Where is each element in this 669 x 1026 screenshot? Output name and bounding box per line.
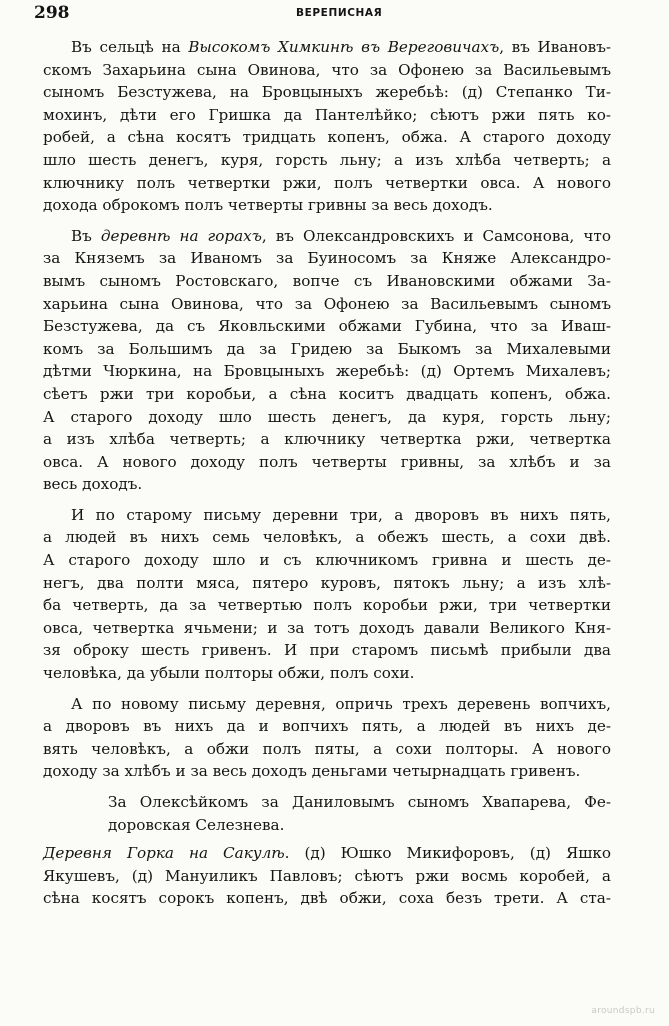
text-line — [43, 428, 611, 451]
text-run: овса. А нового доходу полъ четверты гривны, за хлѣбъ и за — [43, 452, 611, 471]
page-header — [34, 3, 634, 27]
text-line — [43, 172, 611, 195]
page-number: 298 — [34, 3, 70, 23]
text-run: весь доходъ. — [43, 475, 143, 494]
text-line — [43, 887, 611, 910]
text-run: А старого доходу шло шесть денегъ, да куря, горсть льну; — [43, 407, 611, 426]
paragraph — [43, 36, 611, 217]
text-line — [43, 526, 611, 549]
text-run: ключнику полъ четвертки ржи, полъ четвертки овса. А нового — [43, 173, 611, 192]
text-run: робей, а сѣна косятъ тридцать копенъ, обжа. А старого доходу — [43, 128, 611, 147]
text-line — [43, 842, 611, 865]
paragraph — [43, 504, 611, 685]
text-line — [43, 594, 611, 617]
text-run: , въ Ивановъ- — [499, 38, 611, 56]
text-run: Въ сельцѣ на — [71, 38, 189, 56]
owner-heading — [43, 791, 611, 836]
text-line — [43, 617, 611, 640]
text-line — [43, 715, 611, 738]
text-run: А по новому письму деревня, опричь трехъ деревень вопчихъ, — [71, 694, 611, 713]
text-line — [43, 814, 611, 837]
text-run: негъ, два полти мяса, пятеро куровъ, пятокъ льну; а изъ хлѣ- — [43, 573, 611, 592]
text-line — [43, 383, 611, 406]
text-run: сѣетъ ржи три коробьи, а сѣна коситъ двадцать копенъ, обжа. — [43, 384, 611, 403]
text-run: за Княземъ за Иваномъ за Буиносомъ за Княже Александро- — [43, 249, 611, 268]
text-run: а изъ хлѣба четверть; а ключнику четвертка ржи, четвертка — [43, 430, 611, 449]
text-line — [43, 549, 611, 572]
text-line — [43, 572, 611, 595]
text-run: мохинъ, дѣти его Гришка да Пантелѣйко; сѣютъ ржи пять ко- — [43, 105, 611, 124]
text-run: харьина сына Овинова, что за Офонею за Васильевымъ сыномъ — [43, 294, 611, 313]
text-run: овса, четвертка ячьмени; и за тотъ доходъ давали Великого Кня- — [43, 618, 611, 637]
text-line — [43, 693, 611, 716]
text-run: зя оброку шесть гривенъ. И при старомъ письмѣ прибыли два — [43, 641, 611, 660]
text-run: дѣтми Чюркина, на Бровцыныхъ жеребьѣ: (д) Ортемъ Михалевъ; — [43, 362, 611, 381]
text-line — [43, 406, 611, 429]
text-run: Въ — [71, 226, 101, 245]
place-name: Высокомъ Химкинѣ въ Вереговичахъ — [188, 38, 500, 56]
text-line — [43, 662, 611, 685]
text-run: дохода оброкомъ полъ четверты гривны за весь доходъ. — [43, 196, 493, 215]
text-line — [43, 315, 611, 338]
text-run: доходу за хлѣбъ и за весь доходъ деньгами четырнадцать гривенъ. — [43, 762, 581, 781]
text-line — [43, 738, 611, 761]
paragraph — [43, 225, 611, 496]
paragraph — [43, 842, 611, 910]
text-run: А старого доходу шло и съ ключникомъ гривна и шесть де- — [43, 551, 611, 570]
text-run: комъ за Большимъ да за Гридею за Быкомъ за Михалевыми — [43, 339, 611, 358]
text-run: человѣка, да убыли полторы обжи, полъ сохи. — [43, 664, 415, 683]
text-run: Якушевъ, (д) Мануиликъ Павловъ; сѣютъ ржи восмь коробей, а — [43, 866, 611, 885]
text-line — [43, 225, 611, 248]
place-name: Деревня Горка на Сакулѣ — [43, 844, 285, 863]
text-run: а людей въ нихъ семь человѣкъ, а обежъ шесть, а сохи двѣ. — [43, 528, 611, 547]
text-run: За Олексѣйкомъ за Даниловымъ сыномъ Хвапарева, Фе- — [108, 793, 611, 811]
place-name: деревнѣ на горахъ — [100, 226, 262, 245]
text-line — [43, 270, 611, 293]
text-line — [43, 865, 611, 888]
text-line — [43, 760, 611, 783]
text-line — [43, 360, 611, 383]
text-run: сѣна косятъ сорокъ копенъ, двѣ обжи, соха безъ трети. А ста- — [43, 889, 611, 908]
text-line — [43, 293, 611, 316]
paragraph — [43, 693, 611, 783]
body-text — [43, 36, 611, 910]
text-line — [43, 104, 611, 127]
text-line — [43, 247, 611, 270]
text-run: сыномъ Безстужева, на Бровцыныхъ жеребьѣ: (д) Степанко Ти- — [43, 83, 611, 102]
text-line — [43, 59, 611, 82]
text-line — [43, 126, 611, 149]
text-run: И по старому письму деревни три, а дворовъ въ нихъ пять, — [71, 505, 611, 524]
text-line — [43, 473, 611, 496]
text-line — [43, 149, 611, 172]
text-line — [43, 639, 611, 662]
text-line — [43, 194, 611, 217]
watermark: aroundspb.ru — [591, 1006, 655, 1016]
text-run: ба четверть, да за четвертью полъ коробьи ржи, три четвертки — [43, 596, 611, 615]
text-run: а дворовъ въ нихъ да и вопчихъ пять, а людей въ нихъ де- — [43, 717, 611, 736]
text-line — [43, 451, 611, 474]
text-run: доровская Селезнева. — [108, 815, 285, 834]
text-line — [43, 504, 611, 527]
text-run: , въ Олександровскихъ и Самсонова, что — [261, 226, 611, 245]
text-line — [43, 81, 611, 104]
text-line — [43, 36, 611, 59]
running-head: ВЕРЕПИСНАЯ — [296, 7, 383, 19]
text-run: шло шесть денегъ, куря, горсть льну; а изъ хлѣба четверть; а — [43, 150, 611, 169]
text-run: вять человѣкъ, а обжи полъ пяты, а сохи полторы. А нового — [43, 739, 611, 758]
text-run: вымъ сыномъ Ростовскаго, вопче съ Ивановскими обжами За- — [43, 271, 611, 290]
text-line — [43, 791, 611, 814]
text-run: скомъ Захарьина сына Овинова, что за Офонею за Васильевымъ — [43, 60, 611, 79]
text-line — [43, 338, 611, 361]
text-run: Безстужева, да съ Яковльскими обжами Губина, что за Иваш- — [43, 317, 611, 336]
text-run: . (д) Юшко Микифоровъ, (д) Яшко — [284, 844, 611, 863]
